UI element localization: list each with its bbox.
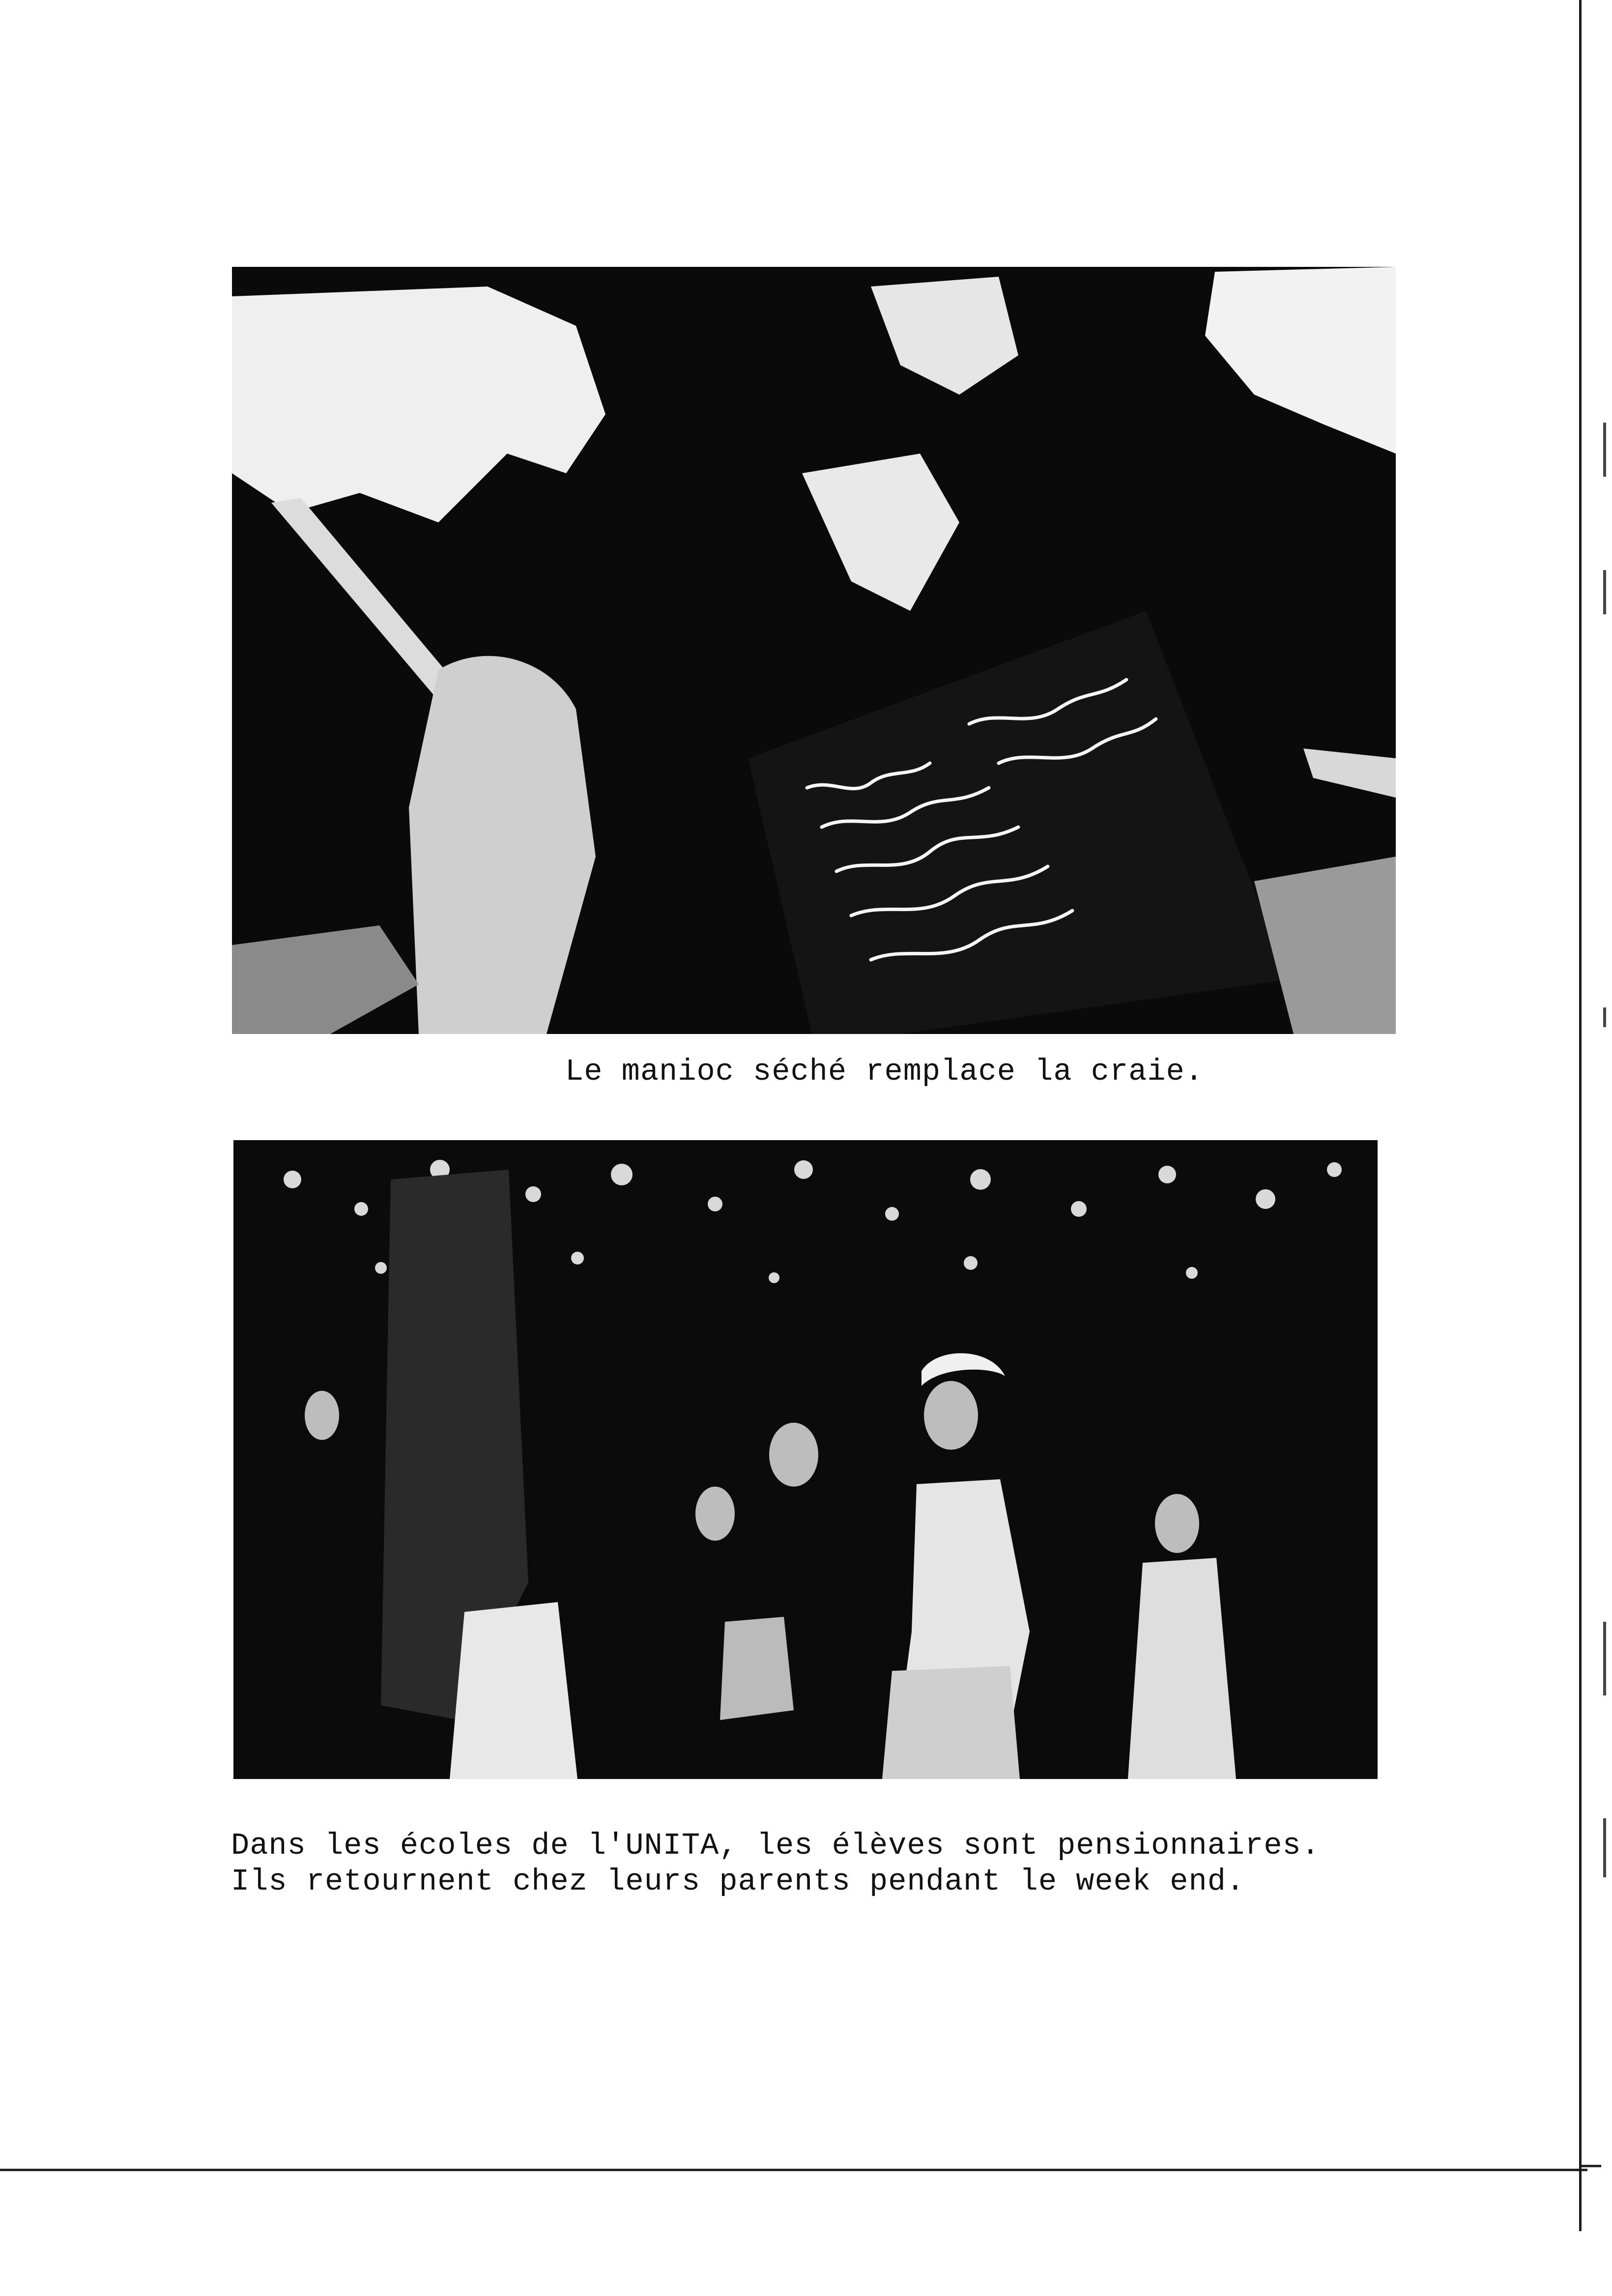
right-margin-rule — [1579, 0, 1582, 2231]
photo-caption-top: Le manioc séché remplace la craie. — [565, 1054, 1204, 1089]
scan-edge-mark — [1603, 423, 1606, 477]
scan-edge-mark — [1603, 1818, 1606, 1877]
photo-slate-writing — [232, 267, 1396, 1034]
bottom-rule — [0, 2169, 1587, 2171]
right-rule-tick — [1582, 2165, 1601, 2167]
scan-edge-mark — [1603, 1622, 1606, 1695]
photo-students-group — [233, 1140, 1378, 1779]
scan-edge-mark — [1603, 1007, 1606, 1027]
scan-edge-mark — [1603, 570, 1606, 614]
photo-caption-bottom-line-2: Ils retournent chez leurs parents pendant le week end. — [231, 1864, 1245, 1899]
photo-caption-bottom-line-1: Dans les écoles de l'UNITA, les élèves sont pensionnaires. — [231, 1828, 1320, 1863]
